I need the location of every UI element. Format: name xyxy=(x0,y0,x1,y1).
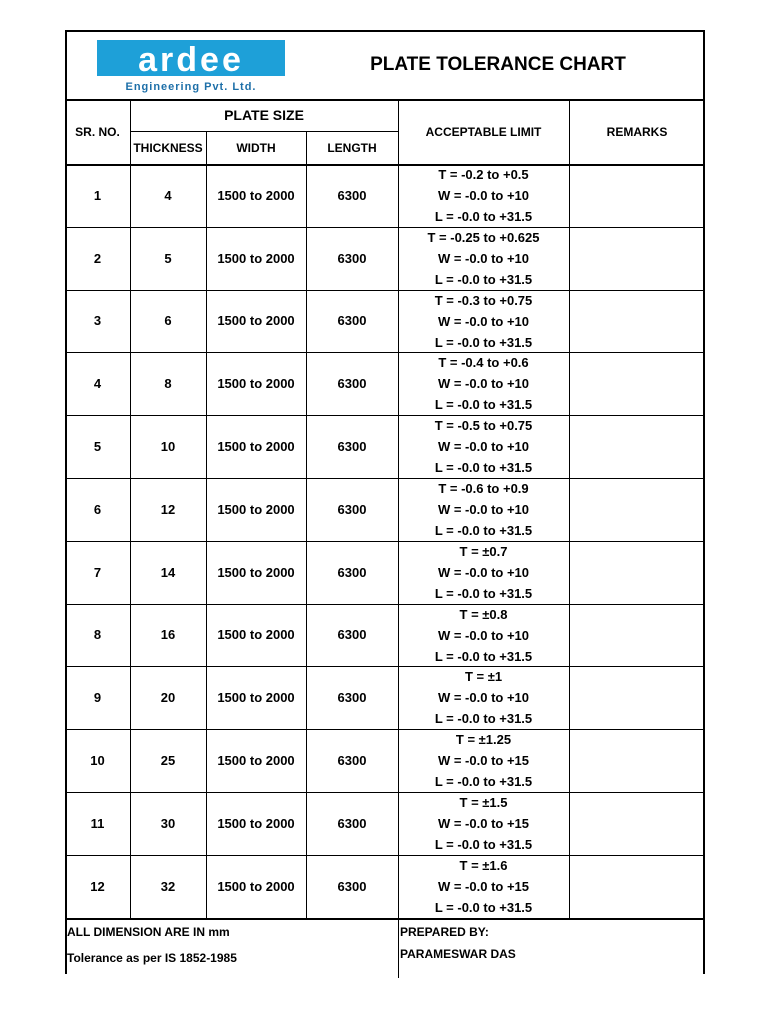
header-acceptable-limit: ACCEPTABLE LIMIT xyxy=(425,124,542,139)
thickness-cell: 25 xyxy=(160,753,176,769)
grid-line xyxy=(65,164,705,166)
limit-line: T = -0.25 to +0.625 xyxy=(427,229,540,245)
grid-line xyxy=(130,131,398,132)
grid-line xyxy=(65,30,705,32)
limit-line: L = -0.0 to +31.5 xyxy=(434,836,533,852)
remarks-cell xyxy=(569,855,705,918)
grid-line xyxy=(65,478,705,479)
limit-line: W = -0.0 to +10 xyxy=(437,564,530,580)
grid-line xyxy=(65,227,705,228)
sr-no-cell: 9 xyxy=(93,690,102,706)
thickness-cell: 12 xyxy=(160,501,176,517)
header-thickness: THICKNESS xyxy=(133,140,203,155)
thickness-cell: 8 xyxy=(164,376,172,392)
acceptable-limit-cell xyxy=(398,855,569,918)
grid-line xyxy=(569,99,570,918)
thickness-cell: 4 xyxy=(164,187,172,203)
limit-line: L = -0.0 to +31.5 xyxy=(434,585,533,601)
length-cell: 6300 xyxy=(337,753,367,769)
limit-line: L = -0.0 to +31.5 xyxy=(434,648,533,664)
remarks-cell xyxy=(569,604,705,667)
length-cell: 6300 xyxy=(337,815,367,831)
grid-line xyxy=(65,666,705,667)
length-cell: 6300 xyxy=(337,878,367,894)
limit-line: W = -0.0 to +10 xyxy=(437,376,530,392)
sr-no-cell: 6 xyxy=(93,501,102,517)
sr-no-cell: 11 xyxy=(90,815,105,831)
width-cell: 1500 to 2000 xyxy=(217,250,295,266)
limit-line: L = -0.0 to +31.5 xyxy=(434,271,533,287)
width-cell: 1500 to 2000 xyxy=(217,627,295,643)
length-cell: 6300 xyxy=(337,313,367,329)
width-cell: 1500 to 2000 xyxy=(217,187,295,203)
limit-line: T = ±1.25 xyxy=(455,732,512,748)
limit-line: W = -0.0 to +15 xyxy=(437,753,530,769)
limit-line: T = -0.3 to +0.75 xyxy=(434,292,533,308)
width-cell: 1500 to 2000 xyxy=(217,376,295,392)
limit-line: L = -0.0 to +31.5 xyxy=(434,334,533,350)
note-units: ALL DIMENSION ARE IN mm xyxy=(67,925,230,939)
limit-line: W = -0.0 to +15 xyxy=(437,878,530,894)
acceptable-limit-cell xyxy=(398,415,569,478)
length-cell: 6300 xyxy=(337,501,367,517)
sr-no-cell: 1 xyxy=(93,187,102,203)
limit-line: L = -0.0 to +31.5 xyxy=(434,460,533,476)
grid-line xyxy=(65,415,705,416)
sr-no-cell: 5 xyxy=(93,439,102,455)
width-cell: 1500 to 2000 xyxy=(217,815,295,831)
width-cell: 1500 to 2000 xyxy=(217,564,295,580)
acceptable-limit-cell xyxy=(398,290,569,353)
grid-line xyxy=(65,604,705,605)
thickness-cell: 16 xyxy=(160,627,176,643)
limit-line: T = -0.4 to +0.6 xyxy=(438,355,529,371)
note-standard: Tolerance as per IS 1852-1985 xyxy=(67,951,237,965)
limit-line: L = -0.0 to +31.5 xyxy=(434,208,533,224)
grid-line xyxy=(65,30,67,974)
limit-line: T = ±1.6 xyxy=(459,857,508,873)
acceptable-limit-cell xyxy=(398,227,569,290)
grid-line xyxy=(65,352,705,353)
grid-line xyxy=(65,729,705,730)
prepared-by-name: PARAMESWAR DAS xyxy=(400,947,516,961)
header-sr-no: SR. NO. xyxy=(75,124,120,139)
tolerance-chart-sheet xyxy=(65,30,705,974)
remarks-cell xyxy=(569,415,705,478)
limit-line: W = -0.0 to +10 xyxy=(437,187,530,203)
sr-no-cell: 10 xyxy=(90,753,105,769)
limit-line: W = -0.0 to +10 xyxy=(437,439,530,455)
prepared-by-label: PREPARED BY: xyxy=(400,925,489,939)
thickness-cell: 6 xyxy=(164,313,172,329)
acceptable-limit-cell xyxy=(398,352,569,415)
ardee-logo xyxy=(93,32,290,97)
grid-line xyxy=(206,131,207,918)
grid-line xyxy=(65,541,705,542)
limit-line: T = ±1.5 xyxy=(459,794,508,810)
width-cell: 1500 to 2000 xyxy=(217,439,295,455)
limit-line: W = -0.0 to +10 xyxy=(437,250,530,266)
sr-no-cell: 4 xyxy=(93,376,102,392)
limit-line: T = -0.2 to +0.5 xyxy=(438,166,529,182)
limit-line: W = -0.0 to +10 xyxy=(437,501,530,517)
grid-line xyxy=(65,290,705,291)
header-length: LENGTH xyxy=(327,140,377,155)
length-cell: 6300 xyxy=(337,564,367,580)
thickness-cell: 10 xyxy=(160,439,176,455)
length-cell: 6300 xyxy=(337,187,367,203)
sr-no-cell: 3 xyxy=(93,313,102,329)
width-cell: 1500 to 2000 xyxy=(217,753,295,769)
page-title: PLATE TOLERANCE CHART xyxy=(370,53,626,75)
limit-line: L = -0.0 to +31.5 xyxy=(434,899,533,915)
width-cell: 1500 to 2000 xyxy=(217,501,295,517)
grid-line xyxy=(65,99,705,101)
acceptable-limit-cell xyxy=(398,792,569,855)
limit-line: T = ±1 xyxy=(464,669,503,685)
limit-line: W = -0.0 to +15 xyxy=(437,815,530,831)
acceptable-limit-cell xyxy=(398,164,569,227)
thickness-cell: 14 xyxy=(160,564,176,580)
header-remarks: REMARKS xyxy=(606,124,668,139)
sr-no-cell: 8 xyxy=(93,627,102,643)
acceptable-limit-cell xyxy=(398,541,569,604)
limit-line: L = -0.0 to +31.5 xyxy=(434,774,533,790)
length-cell: 6300 xyxy=(337,376,367,392)
remarks-cell xyxy=(569,478,705,541)
acceptable-limit-cell xyxy=(398,478,569,541)
remarks-cell xyxy=(569,164,705,227)
grid-line xyxy=(398,99,399,978)
header-plate-size: PLATE SIZE xyxy=(224,107,304,123)
sr-no-cell: 12 xyxy=(90,878,105,894)
grid-line xyxy=(130,99,131,918)
limit-line: L = -0.0 to +31.5 xyxy=(434,522,533,538)
remarks-cell xyxy=(569,541,705,604)
limit-line: T = -0.6 to +0.9 xyxy=(438,480,529,496)
thickness-cell: 5 xyxy=(164,250,172,266)
limit-line: T = ±0.8 xyxy=(459,606,508,622)
sr-no-cell: 2 xyxy=(93,250,102,266)
remarks-cell xyxy=(569,792,705,855)
acceptable-limit-cell xyxy=(398,729,569,792)
limit-line: W = -0.0 to +10 xyxy=(437,627,530,643)
remarks-cell xyxy=(569,290,705,353)
width-cell: 1500 to 2000 xyxy=(217,690,295,706)
limit-line: W = -0.0 to +10 xyxy=(437,690,530,706)
width-cell: 1500 to 2000 xyxy=(217,878,295,894)
thickness-cell: 20 xyxy=(160,690,176,706)
grid-line xyxy=(65,855,705,856)
remarks-cell xyxy=(569,666,705,729)
remarks-cell xyxy=(569,227,705,290)
length-cell: 6300 xyxy=(337,690,367,706)
limit-line: T = -0.5 to +0.75 xyxy=(434,418,533,434)
acceptable-limit-cell xyxy=(398,604,569,667)
acceptable-limit-cell xyxy=(398,666,569,729)
grid-line xyxy=(703,30,705,974)
limit-line: L = -0.0 to +31.5 xyxy=(434,397,533,413)
thickness-cell: 30 xyxy=(160,815,176,831)
svg-text:Engineering Pvt. Ltd.: Engineering Pvt. Ltd. xyxy=(125,81,257,93)
remarks-cell xyxy=(569,729,705,792)
header-width: WIDTH xyxy=(236,140,276,155)
svg-text:ardee: ardee xyxy=(138,41,244,79)
remarks-cell xyxy=(569,352,705,415)
length-cell: 6300 xyxy=(337,250,367,266)
length-cell: 6300 xyxy=(337,439,367,455)
grid-line xyxy=(306,131,307,918)
thickness-cell: 32 xyxy=(160,878,176,894)
grid-line xyxy=(65,792,705,793)
width-cell: 1500 to 2000 xyxy=(217,313,295,329)
grid-line xyxy=(65,918,705,920)
sr-no-cell: 7 xyxy=(93,564,102,580)
limit-line: W = -0.0 to +10 xyxy=(437,313,530,329)
limit-line: L = -0.0 to +31.5 xyxy=(434,711,533,727)
length-cell: 6300 xyxy=(337,627,367,643)
limit-line: T = ±0.7 xyxy=(459,543,508,559)
